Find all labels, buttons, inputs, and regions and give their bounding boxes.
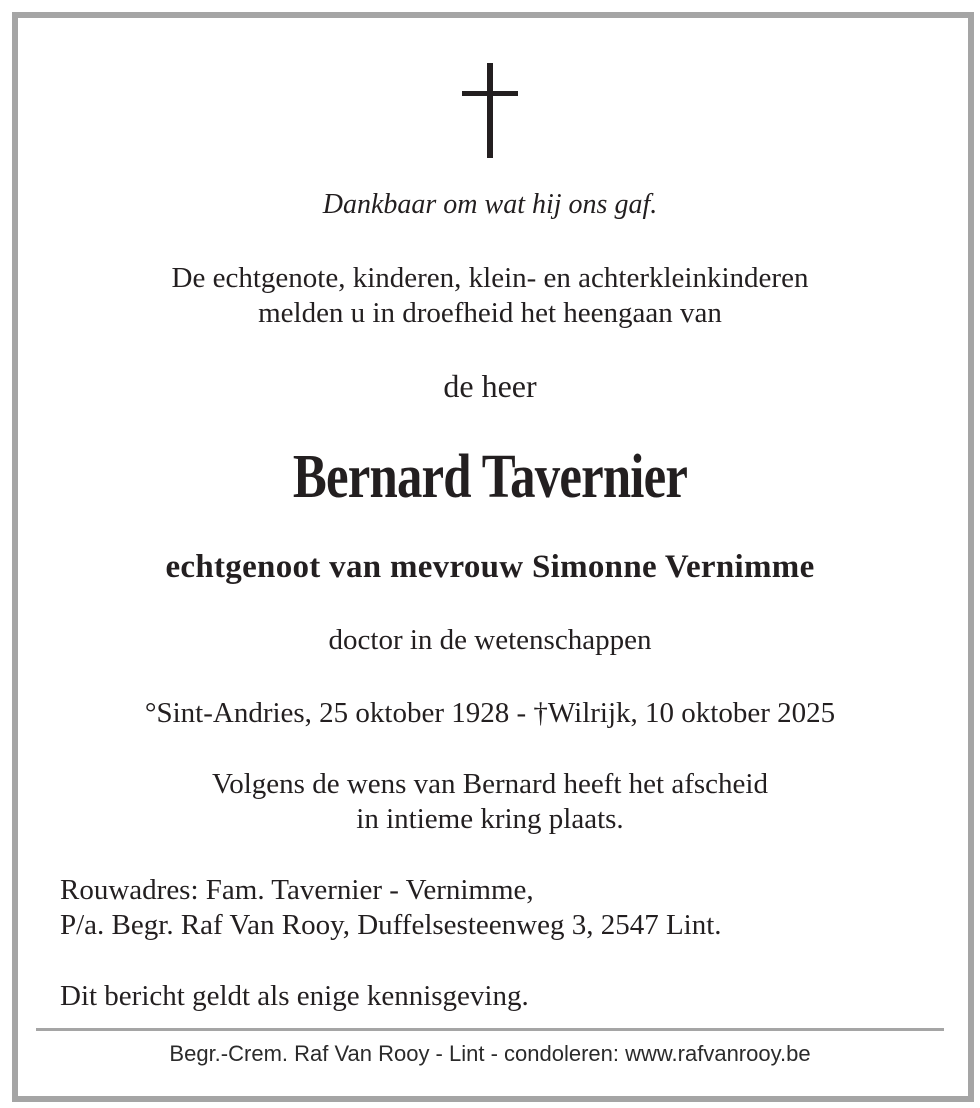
- cross-icon: [460, 63, 520, 159]
- address-line-1: Rouwadres: Fam. Tavernier - Vernimme,: [60, 874, 534, 906]
- birth-death-dates: °Sint-Andries, 25 oktober 1928 - †Wilrijk, 10 oktober 2025: [144, 697, 836, 729]
- motto: Dankbaar om wat hij ons gaf.: [322, 189, 658, 220]
- address-line-2: P/a. Begr. Raf Van Rooy, Duffelsesteenweg 3, 2547 Lint.: [60, 909, 722, 941]
- deceased-name: Bernard Tavernier: [292, 443, 688, 511]
- wish-line-2: in intieme kring plaats.: [356, 803, 624, 835]
- intro-line-1: De echtgenote, kinderen, klein- en achterkleinkinderen: [171, 262, 809, 294]
- profession: doctor in de wetenschappen: [328, 624, 652, 656]
- footer-text: Begr.-Crem. Raf Van Rooy - Lint - condoleren: www.rafvanrooy.be: [169, 1041, 811, 1066]
- honorific-title: de heer: [443, 368, 537, 404]
- intro-line-2: melden u in droefheid het heengaan van: [258, 297, 722, 329]
- spouse-line: echtgenoot van mevrouw Simonne Vernimme: [165, 549, 815, 585]
- wish-line-1: Volgens de wens van Bernard heeft het afscheid: [212, 768, 768, 800]
- footer-divider: [36, 1028, 944, 1031]
- closing-notice: Dit bericht geldt als enige kennisgeving.: [60, 980, 529, 1012]
